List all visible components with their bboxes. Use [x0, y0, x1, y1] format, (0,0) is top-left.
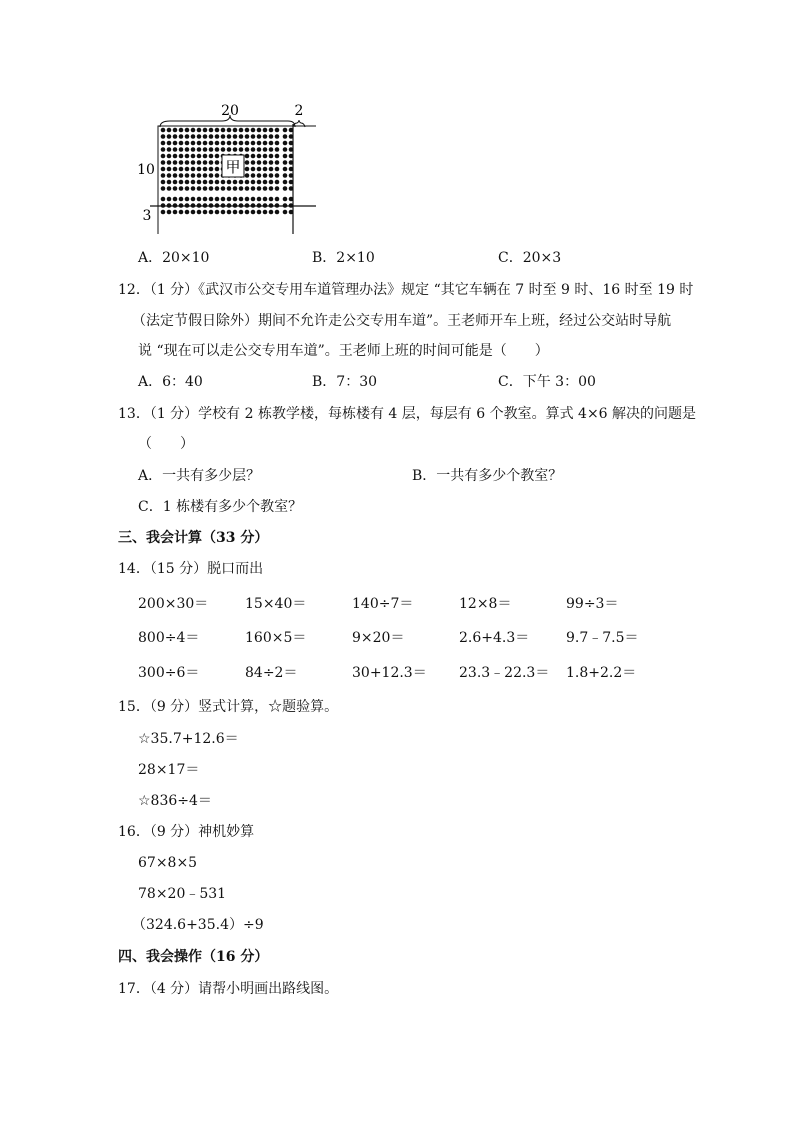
dot	[233, 141, 238, 146]
dot	[251, 128, 256, 133]
dot	[251, 180, 256, 185]
dot	[173, 128, 178, 133]
dot	[185, 141, 190, 146]
dot	[245, 134, 250, 139]
dot	[245, 186, 250, 191]
dot	[185, 147, 190, 152]
dot	[215, 154, 220, 159]
dot	[251, 173, 256, 178]
dot	[173, 173, 178, 178]
dot	[167, 167, 172, 172]
dot	[275, 210, 280, 215]
dot	[227, 197, 232, 202]
dot	[161, 186, 166, 191]
dot	[245, 180, 250, 185]
dot	[197, 186, 202, 191]
dot	[239, 128, 244, 133]
dot	[275, 160, 280, 165]
q14-item: 30+12.3＝	[352, 665, 427, 681]
dot	[173, 147, 178, 152]
dot	[209, 147, 214, 152]
dot	[167, 210, 172, 215]
dot	[209, 167, 214, 172]
q12-text-line2: （法定节假日除外）期间不允许走公交专用车道”。王老师开车上班，经过公交站时导航	[132, 313, 672, 329]
q14-item: 12×8＝	[459, 596, 512, 612]
dot	[269, 197, 274, 202]
dot	[221, 180, 226, 185]
dot	[283, 180, 288, 185]
dot-array-figure	[130, 96, 320, 236]
dot	[257, 197, 262, 202]
dot	[245, 154, 250, 159]
dot	[283, 160, 288, 165]
dot	[203, 180, 208, 185]
dot	[233, 180, 238, 185]
dot	[257, 167, 262, 172]
dot	[167, 134, 172, 139]
dot	[239, 134, 244, 139]
dot	[179, 210, 184, 215]
dot	[179, 160, 184, 165]
dot	[185, 210, 190, 215]
q11-option-a[interactable]: A．20×10	[138, 250, 210, 266]
dot	[227, 141, 232, 146]
dot	[167, 180, 172, 185]
dot	[227, 128, 232, 133]
q14-item: 99÷3＝	[566, 596, 619, 612]
dot	[173, 186, 178, 191]
dot	[179, 173, 184, 178]
dot	[161, 197, 166, 202]
dot	[283, 128, 288, 133]
dot	[197, 147, 202, 152]
dot	[269, 167, 274, 172]
dot	[263, 167, 268, 172]
dot	[239, 210, 244, 215]
dot	[197, 160, 202, 165]
dot	[209, 180, 214, 185]
dot	[185, 167, 190, 172]
dot	[283, 173, 288, 178]
dot	[191, 160, 196, 165]
dot	[227, 134, 232, 139]
dot	[245, 128, 250, 133]
q14-title: 14．（15 分）脱口而出	[118, 561, 264, 577]
dot	[179, 154, 184, 159]
q12-option-c[interactable]: C．下午 3：00	[498, 374, 596, 390]
dot	[239, 147, 244, 152]
q14-item: 23.3﹣22.3＝	[459, 665, 550, 681]
dot	[233, 197, 238, 202]
dot	[161, 154, 166, 159]
dot	[263, 173, 268, 178]
dot	[263, 128, 268, 133]
center-char: 甲	[225, 158, 241, 176]
dot	[197, 173, 202, 178]
dot	[269, 128, 274, 133]
q13-option-b[interactable]: B．一共有多少个教室？	[412, 468, 563, 484]
dot	[161, 180, 166, 185]
dot	[185, 134, 190, 139]
dot	[161, 210, 166, 215]
dot	[191, 173, 196, 178]
dot	[209, 160, 214, 165]
dot	[275, 134, 280, 139]
q16-item-2: 78×20﹣531	[138, 886, 227, 902]
section4-title: 四、我会操作（16 分）	[118, 949, 269, 965]
dot	[251, 147, 256, 152]
q14-item: 84÷2＝	[245, 665, 298, 681]
dot	[257, 210, 262, 215]
dot	[179, 197, 184, 202]
dot	[179, 141, 184, 146]
dot	[251, 134, 256, 139]
dot	[185, 128, 190, 133]
q12-option-b[interactable]: B．7：30	[312, 374, 378, 390]
dot	[257, 141, 262, 146]
dot	[209, 197, 214, 202]
dot	[215, 128, 220, 133]
dot	[215, 197, 220, 202]
dot	[257, 128, 262, 133]
dot	[197, 128, 202, 133]
q14-item: 2.6+4.3＝	[459, 630, 530, 646]
dot	[269, 173, 274, 178]
dot	[161, 134, 166, 139]
dot	[185, 154, 190, 159]
q12-option-a[interactable]: A．6：40	[138, 374, 203, 390]
dot	[179, 128, 184, 133]
dot	[209, 128, 214, 133]
dot	[167, 186, 172, 191]
dot	[269, 160, 274, 165]
dot	[179, 134, 184, 139]
dot	[203, 173, 208, 178]
label-twenty: 20	[221, 103, 239, 119]
q14-item: 1.8+2.2＝	[566, 665, 637, 681]
dot	[263, 147, 268, 152]
dot	[191, 134, 196, 139]
dot	[215, 167, 220, 172]
dot	[283, 197, 288, 202]
dot	[263, 154, 268, 159]
label-ten: 10	[137, 162, 155, 178]
dot	[257, 180, 262, 185]
dot	[257, 154, 262, 159]
dot	[245, 147, 250, 152]
dot	[179, 147, 184, 152]
dot	[173, 160, 178, 165]
dot	[203, 210, 208, 215]
q14-item: 800÷4＝	[138, 630, 200, 646]
dot	[209, 210, 214, 215]
dot	[215, 180, 220, 185]
dot	[233, 128, 238, 133]
dot	[263, 210, 268, 215]
dot	[197, 210, 202, 215]
dot	[173, 134, 178, 139]
dot	[251, 186, 256, 191]
dot	[167, 160, 172, 165]
dot	[251, 197, 256, 202]
dot	[215, 186, 220, 191]
dot	[191, 141, 196, 146]
dot	[173, 210, 178, 215]
dot	[263, 186, 268, 191]
q15-item-2: 28×17＝	[138, 762, 200, 778]
q15-title: 15．（9 分）竖式计算，☆题验算。	[118, 699, 339, 715]
dot	[245, 197, 250, 202]
dot	[283, 154, 288, 159]
dot	[275, 173, 280, 178]
dot	[245, 167, 250, 172]
dot	[251, 167, 256, 172]
dot	[185, 160, 190, 165]
dot	[251, 160, 256, 165]
dot	[227, 210, 232, 215]
dot	[185, 173, 190, 178]
dot	[203, 160, 208, 165]
dot	[283, 147, 288, 152]
dot	[275, 154, 280, 159]
dot	[263, 141, 268, 146]
dot	[209, 186, 214, 191]
dot	[161, 128, 166, 133]
dot	[167, 197, 172, 202]
dot	[263, 180, 268, 185]
dot	[233, 147, 238, 152]
dot	[283, 186, 288, 191]
q14-item: 140÷7＝	[352, 596, 414, 612]
dot	[161, 141, 166, 146]
dot	[191, 147, 196, 152]
dot	[239, 180, 244, 185]
dot	[233, 210, 238, 215]
dot	[245, 141, 250, 146]
dot	[167, 141, 172, 146]
dot	[203, 186, 208, 191]
dot	[197, 141, 202, 146]
q14-item: 9×20＝	[352, 630, 405, 646]
dot	[215, 173, 220, 178]
q11-option-c[interactable]: C．20×3	[498, 250, 562, 266]
dot	[239, 197, 244, 202]
dot	[197, 167, 202, 172]
dot	[263, 197, 268, 202]
dot	[161, 160, 166, 165]
dot	[275, 186, 280, 191]
dot	[215, 141, 220, 146]
dot	[173, 197, 178, 202]
dot	[161, 147, 166, 152]
dot	[167, 147, 172, 152]
dot	[275, 180, 280, 185]
q15-item-3: ☆836÷4＝	[138, 793, 212, 809]
dot	[209, 173, 214, 178]
dot	[245, 160, 250, 165]
dot	[179, 167, 184, 172]
dot	[167, 154, 172, 159]
dot	[173, 167, 178, 172]
q14-item: 300÷6＝	[138, 665, 200, 681]
dot	[263, 134, 268, 139]
q13-text-line2: （ ）	[138, 436, 194, 452]
dot	[239, 186, 244, 191]
dot	[191, 197, 196, 202]
dot	[269, 210, 274, 215]
dot	[257, 160, 262, 165]
label-three: 3	[142, 208, 152, 224]
dot	[209, 154, 214, 159]
dot	[275, 128, 280, 133]
dot	[161, 173, 166, 178]
dot	[251, 210, 256, 215]
dot	[227, 180, 232, 185]
dot	[221, 147, 226, 152]
dot	[173, 141, 178, 146]
q11-option-b[interactable]: B．2×10	[312, 250, 375, 266]
dot	[215, 160, 220, 165]
dot	[257, 134, 262, 139]
dot	[203, 147, 208, 152]
dot	[203, 128, 208, 133]
dot	[185, 186, 190, 191]
dot	[203, 167, 208, 172]
dot	[215, 147, 220, 152]
dot	[221, 134, 226, 139]
dot	[173, 180, 178, 185]
dot	[185, 197, 190, 202]
q14-item: 160×5＝	[245, 630, 307, 646]
dot	[191, 210, 196, 215]
dot	[221, 141, 226, 146]
dot	[257, 186, 262, 191]
q12-text-line3: 说 “现在可以走公交专用车道”。王老师上班的时间可能是（ ）	[138, 343, 549, 359]
dot	[215, 210, 220, 215]
dot	[227, 147, 232, 152]
dot	[191, 128, 196, 133]
dot	[269, 186, 274, 191]
q14-item: 15×40＝	[245, 596, 307, 612]
dot	[251, 141, 256, 146]
q17-title: 17．（4 分）请帮小明画出路线图。	[118, 981, 339, 997]
q13-option-c[interactable]: C．1 栋楼有多少个教室？	[138, 499, 303, 515]
dot	[221, 128, 226, 133]
dot	[269, 141, 274, 146]
dot	[203, 134, 208, 139]
dot	[269, 147, 274, 152]
dot	[275, 141, 280, 146]
dot	[203, 141, 208, 146]
dot	[251, 154, 256, 159]
dot	[209, 141, 214, 146]
dot	[257, 173, 262, 178]
dot	[203, 197, 208, 202]
dot	[245, 210, 250, 215]
dot	[283, 141, 288, 146]
q13-text-line1: 13．（1 分）学校有 2 栋教学楼，每栋楼有 4 层，每层有 6 个教室。算式 4×6 解决的问题是	[118, 406, 697, 422]
dot	[221, 197, 226, 202]
dot	[245, 173, 250, 178]
dot	[161, 167, 166, 172]
dot	[283, 210, 288, 215]
dot	[275, 147, 280, 152]
dot	[197, 197, 202, 202]
dot	[215, 134, 220, 139]
q16-item-1: 67×8×5	[138, 855, 198, 871]
dot	[185, 180, 190, 185]
dot	[275, 167, 280, 172]
dot	[197, 180, 202, 185]
q16-item-3: （324.6+35.4）÷9	[132, 917, 264, 933]
q12-text-line1: 12．（1 分）《武汉市公交专用车道管理办法》规定 “其它车辆在 7 时至 9 时、16 时至 19 时	[118, 282, 694, 298]
dot	[239, 141, 244, 146]
dot	[283, 134, 288, 139]
dot	[167, 128, 172, 133]
dot	[227, 186, 232, 191]
label-two: 2	[294, 103, 304, 119]
dot	[179, 186, 184, 191]
q16-title: 16．（9 分）神机妙算	[118, 824, 255, 840]
dot	[257, 147, 262, 152]
dot	[179, 180, 184, 185]
dot	[209, 134, 214, 139]
dot	[197, 154, 202, 159]
dot	[173, 154, 178, 159]
dot	[191, 154, 196, 159]
dot	[191, 180, 196, 185]
dot	[269, 180, 274, 185]
dot	[197, 134, 202, 139]
dot	[263, 160, 268, 165]
dot-grid	[158, 126, 316, 234]
dot	[269, 134, 274, 139]
dot	[203, 154, 208, 159]
dot	[191, 167, 196, 172]
q14-item: 200×30＝	[138, 596, 209, 612]
dot	[269, 154, 274, 159]
dot	[167, 173, 172, 178]
q13-option-a[interactable]: A．一共有多少层？	[138, 468, 261, 484]
q15-item-1: ☆35.7+12.6＝	[138, 731, 239, 747]
dot	[221, 210, 226, 215]
dot	[283, 167, 288, 172]
dot	[233, 134, 238, 139]
section3-title: 三、我会计算（33 分）	[118, 530, 269, 546]
q14-item: 9.7﹣7.5＝	[566, 630, 639, 646]
dot	[221, 186, 226, 191]
dot	[233, 186, 238, 191]
dot	[191, 186, 196, 191]
dot	[275, 197, 280, 202]
